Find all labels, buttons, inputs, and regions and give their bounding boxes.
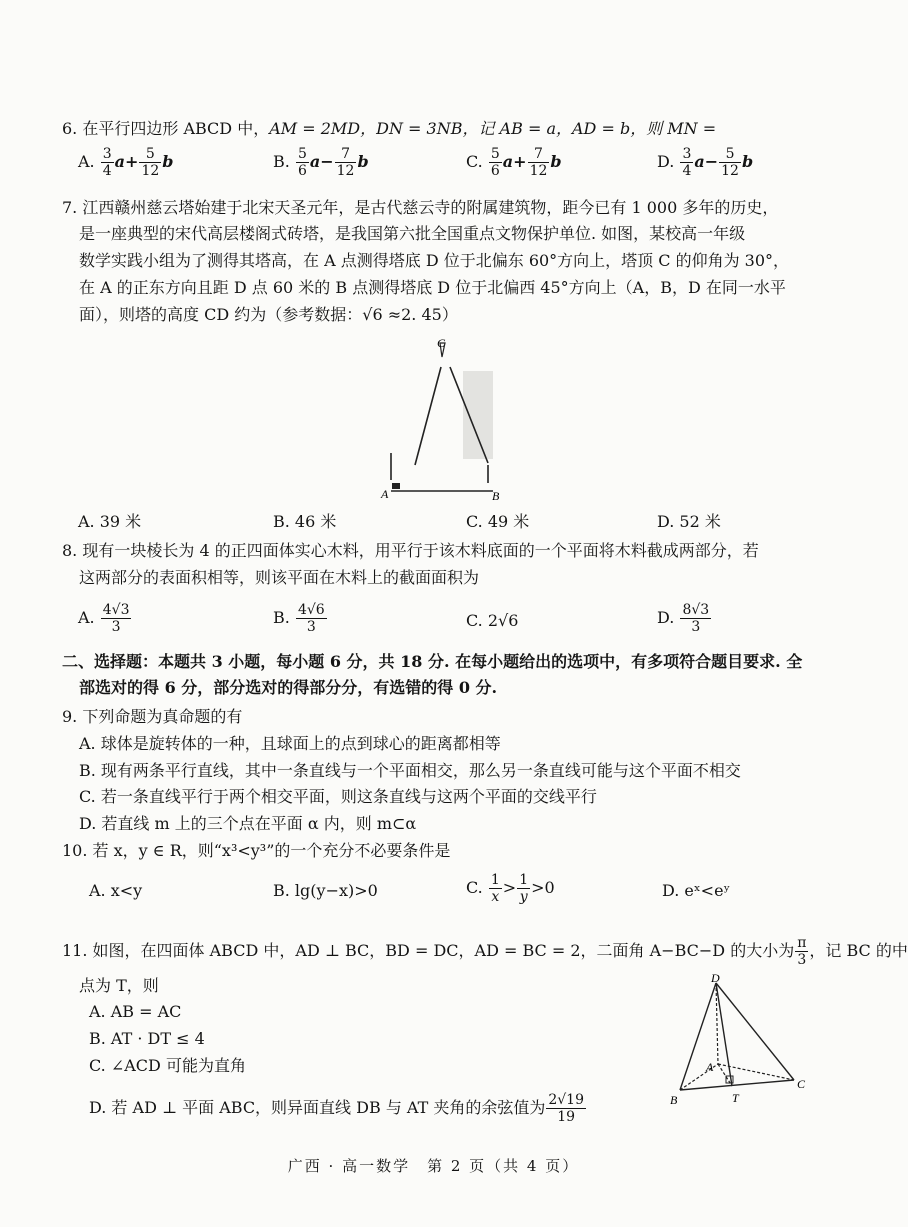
fraction [546, 1092, 586, 1125]
denominator: 4 [682, 163, 692, 179]
operator: a+ [502, 152, 527, 171]
q6-option-b-label: B. [273, 152, 290, 171]
q11-tetrahedron-figure [668, 968, 813, 1113]
section2-line-1: 二、选择题：本题共 3 小题，每小题 6 分，共 18 分. 在每小题给出的选项中，有多项符合题目要求. 全 [62, 652, 803, 671]
denominator: 3 [691, 619, 701, 635]
q6-option-a[interactable] [78, 146, 173, 179]
q9-option-a[interactable]: A. 球体是旋转体的一种，且球面上的点到球心的距离都相等 [79, 734, 501, 753]
q9-option-c[interactable]: C. 若一条直线平行于两个相交平面，则这条直线与这两个平面的交线平行 [79, 787, 597, 806]
q10-option-d[interactable]: D. eˣ<eʸ [662, 881, 731, 900]
q6-option-c[interactable] [466, 146, 562, 179]
denominator: y [519, 889, 528, 905]
q8-option-c[interactable]: C. 2√6 [466, 611, 519, 630]
line-ac [415, 367, 441, 465]
denominator: 6 [490, 163, 500, 179]
q7-tower-figure [375, 335, 505, 503]
q11-option-d-text: D. 若 AD ⊥ 平面 ABC，则异面直线 DB 与 AT 夹角的余弦值为 [89, 1098, 546, 1117]
denominator: 19 [557, 1109, 576, 1125]
edge-bc [680, 1080, 794, 1090]
q8-line-2: 这两部分的表面积相等，则该平面在木料上的截面面积为 [79, 568, 480, 587]
operator: a− [309, 152, 334, 171]
edge-dt [716, 983, 732, 1086]
numerator: 1 [519, 872, 529, 888]
numerator: 3 [682, 146, 692, 162]
q10-stem: 10. 若 x，y ∈ R，则“x³<y³”的一个充分不必要条件是 [62, 841, 451, 860]
denominator: 4 [102, 163, 112, 179]
label-a: A [706, 1060, 714, 1074]
denominator: 12 [529, 163, 548, 179]
numerator: 7 [335, 146, 357, 163]
inequality-end: >0 [531, 878, 555, 897]
q7-line-2: 是一座典型的宋代高层楼阁式砖塔，是我国第六批全国重点文物保护单位. 如图，某校高一年级 [79, 224, 746, 243]
q7-option-d[interactable]: D. 52 米 [657, 512, 721, 531]
fraction [296, 602, 327, 635]
vector-b: b [741, 152, 754, 171]
operator: > [502, 878, 517, 897]
vector-b: b [162, 152, 174, 171]
q8-option-d-label: D. [657, 608, 675, 627]
q10-option-c-label: C. [466, 878, 483, 897]
numerator: 5 [490, 146, 500, 162]
q10-option-b[interactable]: B. lg(y−x)>0 [273, 881, 378, 900]
q6-condition: AM = 2MD，DN = 3NB，记 AB = a，AD = b，则 MN = [269, 119, 717, 138]
q8-option-a[interactable] [78, 602, 132, 635]
fraction [101, 602, 132, 635]
q6-option-a-label: A. [78, 152, 95, 171]
q8-option-b[interactable] [273, 602, 328, 635]
q11-option-a[interactable]: A. AB = AC [89, 1002, 182, 1021]
q6-stem [62, 118, 716, 140]
flag-marker-icon [392, 483, 400, 489]
q9-option-d[interactable]: D. 若直线 m 上的三个点在平面 α 内，则 m⊂α [79, 814, 417, 833]
numerator: 2√19 [548, 1092, 584, 1108]
denominator: 12 [141, 163, 160, 179]
fraction [101, 146, 114, 179]
edge-dc [716, 983, 794, 1080]
q8-option-b-label: B. [273, 608, 290, 627]
q7-line-4: 在 A 的正东方向且距 D 点 60 米的 B 点测得塔底 D 位于北偏西 45°方向上（A，B，D 在同一水平 [79, 278, 786, 297]
page-footer: 广西 · 高一数学 第 2 页（共 4 页） [287, 1157, 580, 1175]
denominator: 3 [797, 952, 807, 968]
figure-shading [463, 371, 493, 459]
vector-b: b [550, 152, 562, 171]
fraction [719, 146, 741, 179]
q6-stem-text: 6. 在平行四边形 ABCD 中， [62, 119, 270, 138]
q11-option-b[interactable]: B. AT · DT ≤ 4 [89, 1029, 205, 1048]
denominator: 3 [111, 619, 121, 635]
label-b: B [492, 489, 500, 503]
numerator: 3 [102, 146, 112, 162]
section2-line-2: 部选对的得 6 分，部分选对的得部分分，有选错的得 0 分. [79, 678, 498, 697]
fraction [795, 935, 808, 968]
q11-line-1b: ，记 BC 的中 [809, 941, 908, 960]
q8-option-d[interactable] [657, 602, 712, 635]
q7-option-a[interactable]: A. 39 米 [78, 512, 142, 531]
numerator: 5 [297, 146, 307, 162]
fraction [680, 146, 693, 179]
numerator: 8√3 [682, 602, 710, 618]
q9-option-b[interactable]: B. 现有两条平行直线，其中一条直线与一个平面相交，那么另一条直线可能与这个平面不相交 [79, 761, 741, 780]
q11-option-d[interactable] [89, 1092, 587, 1125]
q7-option-c[interactable]: C. 49 米 [466, 512, 530, 531]
label-b: B [670, 1093, 678, 1107]
fraction [517, 872, 530, 905]
fraction [489, 146, 502, 179]
label-a: A [381, 487, 389, 501]
numerator: 7 [528, 146, 550, 163]
q8-option-a-label: A. [78, 608, 95, 627]
q6-option-d-label: D. [657, 152, 675, 171]
denominator: 6 [297, 163, 307, 179]
q7-line-3: 数学实践小组为了测得其塔高，在 A 点测得塔底 D 位于北偏东 60°方向上，塔顶 C 的仰角为 30°， [79, 251, 790, 270]
numerator: 1 [490, 872, 500, 888]
numerator: 4√6 [297, 602, 325, 618]
q7-line-1: 7. 江西赣州慈云塔始建于北宋天圣元年，是古代慈云寺的附属建筑物，距今已有 1 000 多年的历史， [62, 198, 779, 217]
q11-line-1 [62, 935, 908, 968]
q6-option-d[interactable] [657, 146, 753, 179]
fraction [680, 602, 711, 635]
q10-option-c[interactable] [466, 872, 555, 905]
fraction [528, 146, 550, 179]
numerator: 4√3 [102, 602, 130, 618]
q11-option-c[interactable]: C. ∠ACD 可能为直角 [89, 1056, 246, 1075]
fraction [139, 146, 161, 179]
fraction [335, 146, 357, 179]
label-c: C [797, 1077, 806, 1091]
operator: a+ [114, 152, 139, 171]
q7-option-b[interactable]: B. 46 米 [273, 512, 337, 531]
fraction [489, 872, 502, 905]
vector-b: b [357, 152, 369, 171]
q6-option-b[interactable] [273, 146, 369, 179]
operator: a− [694, 152, 719, 171]
q6-option-c-label: C. [466, 152, 483, 171]
numerator: 5 [139, 146, 161, 163]
q8-line-1: 8. 现有一块棱长为 4 的正四面体实心木料，用平行于该木料底面的一个平面将木料截成两部分，若 [62, 541, 759, 560]
denominator: x [491, 889, 500, 905]
label-t: T [732, 1091, 739, 1105]
numerator: π [797, 935, 807, 951]
q9-stem: 9. 下列命题为真命题的有 [62, 707, 243, 726]
q11-line-1a: 11. 如图，在四面体 ABCD 中，AD ⊥ BC，BD = DC，AD = BC = 2，二面角 A−BC−D 的大小为 [62, 941, 795, 960]
fraction [296, 146, 309, 179]
denominator: 3 [306, 619, 316, 635]
numerator: 5 [719, 146, 741, 163]
q11-line-2: 点为 T，则 [79, 976, 159, 995]
q10-option-a[interactable]: A. x<y [89, 881, 143, 900]
denominator: 12 [336, 163, 355, 179]
label-d: D [711, 971, 720, 985]
q7-line-5: 面），则塔的高度 CD 约为（参考数据：√6 ≈2. 45） [79, 305, 458, 324]
denominator: 12 [721, 163, 739, 179]
label-c: C [437, 336, 446, 350]
